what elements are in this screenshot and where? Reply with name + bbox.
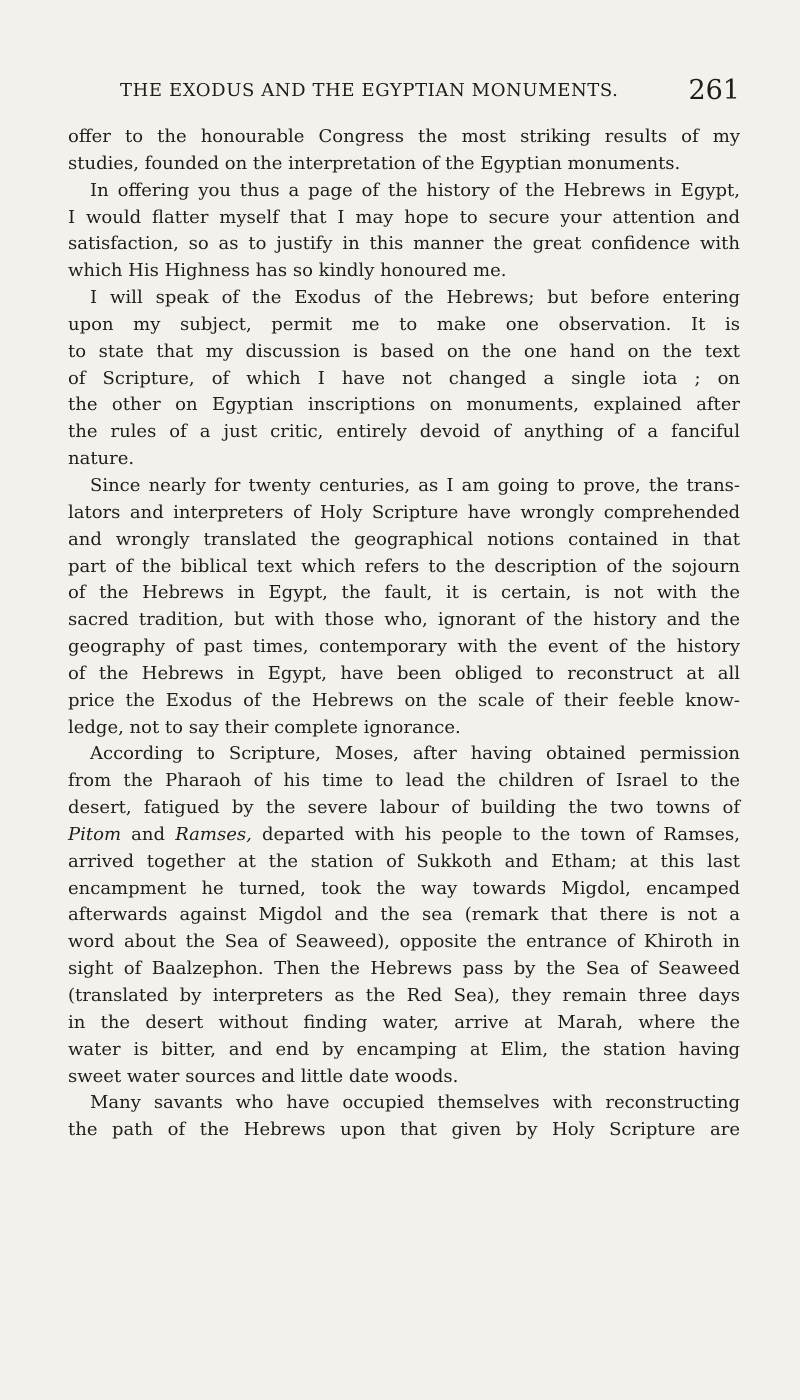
text-line <box>68 1117 740 1144</box>
text-segment: of the Hebrews in Egypt, the fault, it is certain, is not with the <box>68 582 740 604</box>
text-line <box>68 902 740 929</box>
text-segment: I will speak of the Exodus of the Hebrews; but before entering <box>90 287 740 309</box>
text-line <box>68 1064 740 1091</box>
text-segment: the rules of a just critic, entirely devoid of anything of a fanciful <box>68 421 740 443</box>
text-segment: studies, founded on the interpretation of the Egyptian monuments. <box>68 152 681 174</box>
text-segment: nature. <box>68 448 135 470</box>
text-segment: in the desert without finding water, arrive at Marah, where the <box>68 1011 740 1033</box>
text-segment: Since nearly for twenty centuries, as I am going to prove, the trans- <box>90 474 740 496</box>
text-segment: offer to the honourable Congress the most striking results of my <box>68 126 740 147</box>
text-segment: sacred tradition, but with those who, ignorant of the history and the <box>68 609 740 631</box>
text-line <box>68 634 740 661</box>
text-line <box>68 607 740 634</box>
text-segment: According to Scripture, Moses, after having obtained permission <box>90 743 740 765</box>
text-line <box>68 285 740 312</box>
text-line <box>68 876 740 903</box>
text-segment: price the Exodus of the Hebrews on the scale of their feeble know- <box>68 689 740 711</box>
text-line <box>68 768 740 795</box>
text-line <box>68 1010 740 1037</box>
text-line <box>68 715 740 742</box>
text-line <box>68 554 740 581</box>
text-line <box>68 231 740 258</box>
text-segment: from the Pharaoh of his time to lead the children of Israel to the <box>68 770 740 792</box>
text-line <box>68 1090 740 1117</box>
running-title: THE EXODUS AND THE EGYPTIAN MONUMENTS. <box>120 80 619 101</box>
text-line <box>68 446 740 473</box>
text-segment: the path of the Hebrews upon that given by Holy Scripture are <box>68 1119 740 1141</box>
text-line <box>68 473 740 500</box>
text-line <box>68 688 740 715</box>
text-segment: geography of past times, contemporary with the event of the history <box>68 636 740 658</box>
text-segment: In offering you thus a page of the history of the Hebrews in Egypt, <box>90 179 740 201</box>
text-line <box>68 983 740 1010</box>
text-line <box>68 580 740 607</box>
text-segment: part of the biblical text which refers to the description of the sojourn <box>68 555 740 577</box>
text-line <box>68 258 740 285</box>
text-segment: upon my subject, permit me to make one observation. It is <box>68 313 740 335</box>
text-line <box>68 527 740 554</box>
text-line <box>68 795 740 822</box>
text-line <box>68 500 740 527</box>
text-line <box>68 822 740 849</box>
text-segment: (translated by interpreters as the Red Sea), they remain three days <box>68 985 740 1006</box>
italic-text-segment: Ramses, <box>175 823 252 845</box>
text-line <box>68 929 740 956</box>
text-line <box>68 151 740 178</box>
page-number: 261 <box>688 75 740 106</box>
text-segment: I would flatter myself that I may hope to secure your attention and <box>68 206 740 228</box>
text-line <box>68 124 740 151</box>
text-segment: Many savants who have occupied themselves with reconstructing <box>90 1092 740 1114</box>
text-segment: and <box>121 823 176 845</box>
text-segment: arrived together at the station of Sukkoth and Etham; at this last <box>68 850 740 872</box>
text-segment: of the Hebrews in Egypt, have been obliged to reconstruct at all <box>68 662 740 684</box>
body-text <box>68 124 740 1144</box>
text-segment: to state that my discussion is based on the one hand on the text <box>68 340 740 362</box>
text-segment: the other on Egyptian inscriptions on monuments, explained after <box>68 394 740 416</box>
text-line <box>68 661 740 688</box>
text-line <box>68 312 740 339</box>
text-line <box>68 392 740 419</box>
text-segment: satisfaction, so as to justify in this manner the great confidence with <box>68 233 740 255</box>
text-segment: sweet water sources and little date woods. <box>68 1065 459 1087</box>
text-segment: which His Highness has so kindly honoured me. <box>68 260 507 282</box>
text-line <box>68 741 740 768</box>
text-segment: lators and interpreters of Holy Scripture have wrongly comprehended <box>68 501 740 523</box>
running-header <box>120 71 740 111</box>
text-line <box>68 178 740 205</box>
text-segment: sight of Baalzephon. Then the Hebrews pass by the Sea of Seaweed <box>68 958 740 980</box>
text-segment: ledge, not to say their complete ignorance. <box>68 716 461 738</box>
text-segment: and wrongly translated the geographical notions contained in that <box>68 528 740 550</box>
text-segment: of Scripture, of which I have not changed a single iota ; on <box>68 367 740 389</box>
italic-text-segment: Pitom <box>68 823 122 845</box>
text-segment: encampment he turned, took the way towards Migdol, encamped <box>68 877 740 899</box>
text-line <box>68 1037 740 1064</box>
text-segment: word about the Sea of Seaweed), opposite the entrance of Khiroth in <box>68 931 740 953</box>
text-segment: water is bitter, and end by encamping at Elim, the station having <box>68 1038 740 1060</box>
text-line <box>68 419 740 446</box>
text-line <box>68 366 740 393</box>
text-segment: departed with his people to the town of Ramses, <box>251 823 740 845</box>
text-line <box>68 956 740 983</box>
text-line <box>68 339 740 366</box>
text-line <box>68 849 740 876</box>
text-segment: afterwards against Migdol and the sea (remark that there is not a <box>68 904 740 926</box>
text-line <box>68 205 740 232</box>
text-segment: desert, fatigued by the severe labour of building the two towns of <box>68 797 740 819</box>
